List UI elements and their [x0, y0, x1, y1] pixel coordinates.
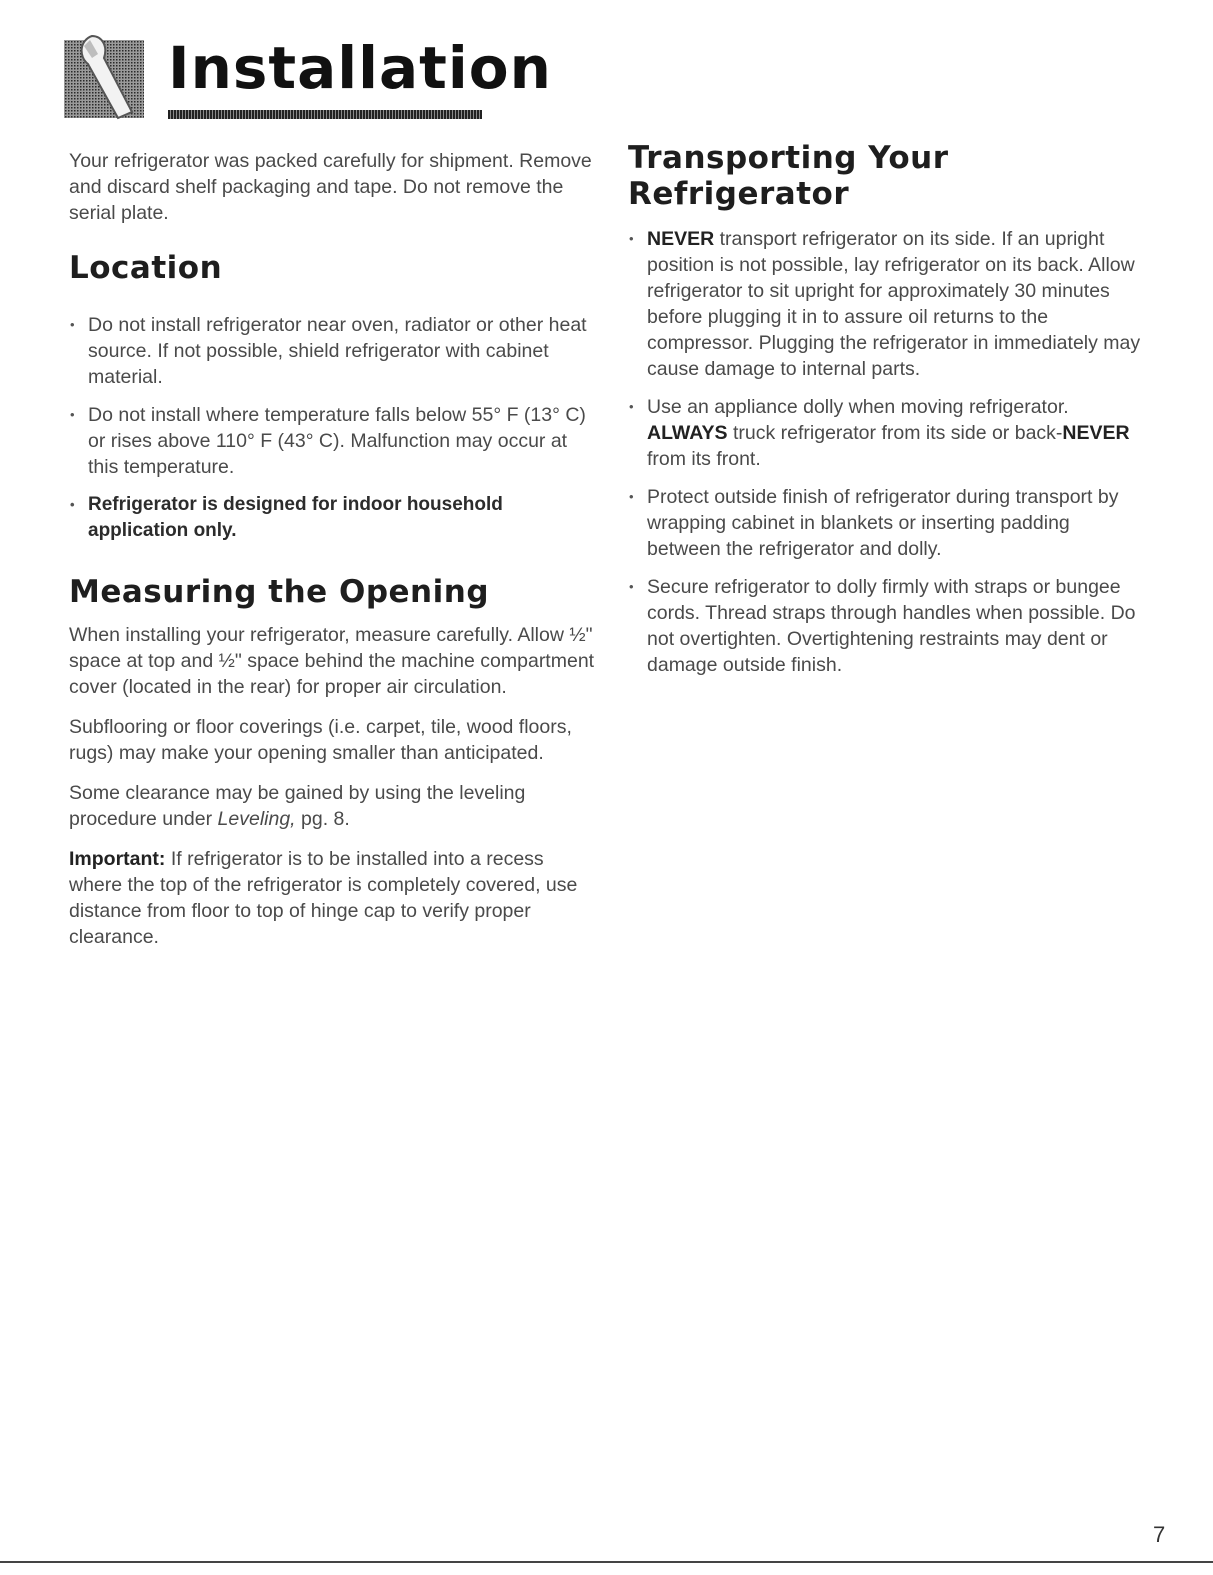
- title-underline: [168, 110, 482, 119]
- paragraph-text: pg. 8.: [295, 808, 350, 830]
- location-heading: Location: [69, 250, 223, 286]
- warning-keyword: ALWAYS: [647, 422, 728, 444]
- page-title: Installation: [168, 34, 552, 102]
- measuring-heading: Measuring the Opening: [69, 574, 490, 610]
- list-item: • Do not install refrigerator near oven, radiator or other heat source. If not possible, shield refrigerator with cabinet material.: [69, 312, 599, 390]
- measuring-paragraph-1: When installing your refrigerator, measure carefully. Allow ½" space at top and ½" space behind the machine compartment cover (located in the rear) for proper air circulation.: [69, 624, 595, 698]
- list-item: • Secure refrigerator to dolly firmly with straps or bungee cords. Thread straps through handles when possible. Do not overtighten. Overtightening restraints may dent or damage outside finish.: [628, 574, 1148, 678]
- item-text: transport refrigerator on its side. If an upright position is not possible, lay refrigerator on its back. Allow refrigerator to sit upright for approximately 30 minutes before plugging it in to assure oil returns to the compressor. Plugging the refrigerator in immediately may cause damage to internal parts.: [647, 228, 1141, 380]
- right-column: [628, 140, 1148, 690]
- paragraph-text: Some clearance may be gained by using the leveling procedure under: [69, 782, 526, 830]
- item-text: truck refrigerator from its side or back-: [727, 422, 1063, 444]
- intro-paragraph: Your refrigerator was packed carefully for shipment. Remove and discard shelf packaging and tape. Do not remove the serial plate.: [69, 150, 592, 224]
- warning-keyword: NEVER: [1062, 422, 1130, 444]
- page-number: 7: [1153, 1522, 1166, 1547]
- paragraph-text: If refrigerator is to be installed into a recess where the top of the refrigerator is completely covered, use distance from floor to top of hinge cap to verify proper clearance.: [69, 848, 578, 948]
- leveling-reference: Leveling,: [217, 808, 296, 830]
- footer-rule: [0, 1561, 1213, 1563]
- warning-keyword: NEVER: [647, 228, 715, 250]
- list-item: [628, 226, 1148, 382]
- list-item: [628, 394, 1148, 472]
- left-column: [69, 148, 599, 964]
- wrench-icon: [62, 32, 154, 124]
- location-list: [69, 312, 599, 544]
- item-text: from its front.: [647, 448, 761, 470]
- list-item: • Do not install where temperature falls below 55° F (13° C) or rises above 110° F (43° C). Malfunction may occur at this temperature.: [69, 402, 599, 480]
- measuring-paragraph-2: Subflooring or floor coverings (i.e. carpet, tile, wood floors, rugs) may make your opening smaller than anticipated.: [69, 716, 572, 764]
- section-header: [62, 32, 552, 132]
- list-item: • Refrigerator is designed for indoor household application only.: [69, 492, 599, 544]
- measuring-paragraph-3: [69, 780, 599, 832]
- list-item: • Protect outside finish of refrigerator during transport by wrapping cabinet in blankets or inserting padding between the refrigerator and dolly.: [628, 484, 1148, 562]
- item-text: Use an appliance dolly when moving refrigerator.: [647, 396, 1069, 418]
- transporting-heading: Transporting Your Refrigerator: [628, 140, 949, 212]
- important-paragraph: [69, 846, 599, 950]
- transporting-list: [628, 226, 1148, 678]
- important-label: Important:: [69, 848, 166, 870]
